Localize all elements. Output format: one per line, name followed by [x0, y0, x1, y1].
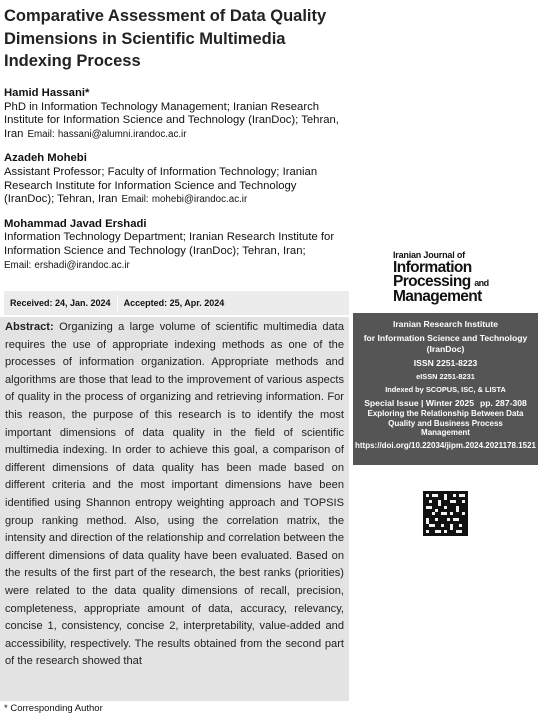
author-email[interactable]: ershadi@irandoc.ac.ir	[34, 259, 130, 271]
corresponding-author-note: * Corresponding Author	[4, 703, 103, 714]
author-affiliation-text: PhD in Information Technology Management; Iranian Research Institute for Information Science and Technology (IranDoc); Tehran, Iran	[4, 100, 339, 140]
abstract-label: Abstract:	[5, 321, 54, 333]
accepted-date: Accepted: 25, Apr. 2024	[123, 298, 225, 308]
journal-logo-and: and	[474, 278, 489, 288]
author-block	[4, 218, 349, 272]
author-affiliation-text: Assistant Professor; Faculty of Information Technology; Iranian Research Institute for Information Science and Technology (IranDoc); Tehran, Iran	[4, 165, 318, 206]
journal-logo	[393, 250, 533, 304]
author-name: Azadeh Mohebi	[4, 152, 87, 165]
qr-code-icon	[423, 491, 468, 536]
email-label: Email:	[121, 194, 149, 206]
journal-logo-line1: Iranian Journal of	[393, 250, 465, 260]
author-name: Hamid Hassani*	[4, 87, 90, 99]
email-label: Email:	[4, 259, 32, 271]
email-label: Email:	[27, 128, 55, 140]
issn: ISSN 2251-8223	[413, 358, 478, 368]
author-name: Mohammad Javad Ershadi	[4, 217, 147, 230]
pages: pp. 287-308	[480, 398, 527, 408]
qr-code-pattern	[423, 491, 468, 536]
journal-logo-line4: Management	[393, 288, 482, 305]
article-short-title-line1: Exploring the Relationship Between Data	[367, 409, 524, 418]
eissn: eISSN 2251-8231	[416, 372, 475, 381]
institute-line2: for Information Science and Technology	[363, 333, 528, 343]
indexing-info: Indexed by SCOPUS, ISC, & LISTA	[385, 385, 506, 394]
issue: Special Issue | Winter 2025	[364, 398, 474, 408]
author-affiliation	[4, 231, 349, 272]
abstract-box	[0, 317, 349, 701]
article-short-title-line2: Quality and Business Process	[388, 418, 503, 428]
institute-line3: (IranDoc)	[426, 344, 465, 354]
article-title: Comparative Assessment of Data Quality Dimensions in Scientific Multimedia Indexing Process	[4, 7, 327, 70]
author-block	[4, 87, 349, 141]
author-email[interactable]: mohebi@irandoc.ac.ir	[151, 194, 248, 206]
journal-info-panel	[353, 313, 538, 465]
journal-logo-processing: Processing	[393, 273, 471, 290]
issue-info	[353, 398, 538, 409]
received-date: Received: 24, Jan. 2024	[10, 298, 111, 308]
doi-link[interactable]: https://doi.org/10.22034/jipm.2024.2021178.1521	[355, 440, 536, 450]
author-email[interactable]: hassani@alumni.irandoc.ac.ir	[57, 128, 187, 140]
institute-line1: Iranian Research Institute	[392, 319, 499, 329]
article-short-title-line3: Management	[421, 428, 470, 437]
author-block	[4, 152, 349, 206]
author-list	[4, 87, 349, 283]
dates-bar	[4, 291, 349, 315]
author-affiliation	[4, 166, 349, 207]
author-affiliation	[4, 101, 349, 142]
author-affiliation-text: Information Technology Department; Iranian Research Institute for Information Science and Technology (IranDoc); Tehran, Iran;	[4, 231, 335, 257]
journal-logo-line2: Information	[393, 259, 472, 276]
abstract-text: Organizing a large volume of scientific multimedia data requires the use of appropriate indexing methods as one of the processes of information organization. Appropriate methods and algorithms are those that lead to the improvement of various aspects of quality in the process of organizing and retrieving information. For this reason, the purpose of this research is to identify the most important dimensions of data quality in the field of scientific multimedia indexing. In order to achieve this goal, a comparison of different dimensions of data quality has been made based on different criteria and the most important dimensions have been identified using Shannon entropy weighting approach and TOPSIS group ranking method. Also, using the correlation matrix, the intensity and direction of the relationship and correlation between the different dimensions of data quality have been evaluated. Based on the results of the first part of the research, the best ranks (priorities) were related to the data quality dimensions of recall, precision, completeness, appropriate amount of data, accuracy, relevancy, concise 1, consistency, concise 2, interpretability, value-added and accessibility, respectively. The results obtained from the second part of the research showed that	[5, 321, 344, 668]
